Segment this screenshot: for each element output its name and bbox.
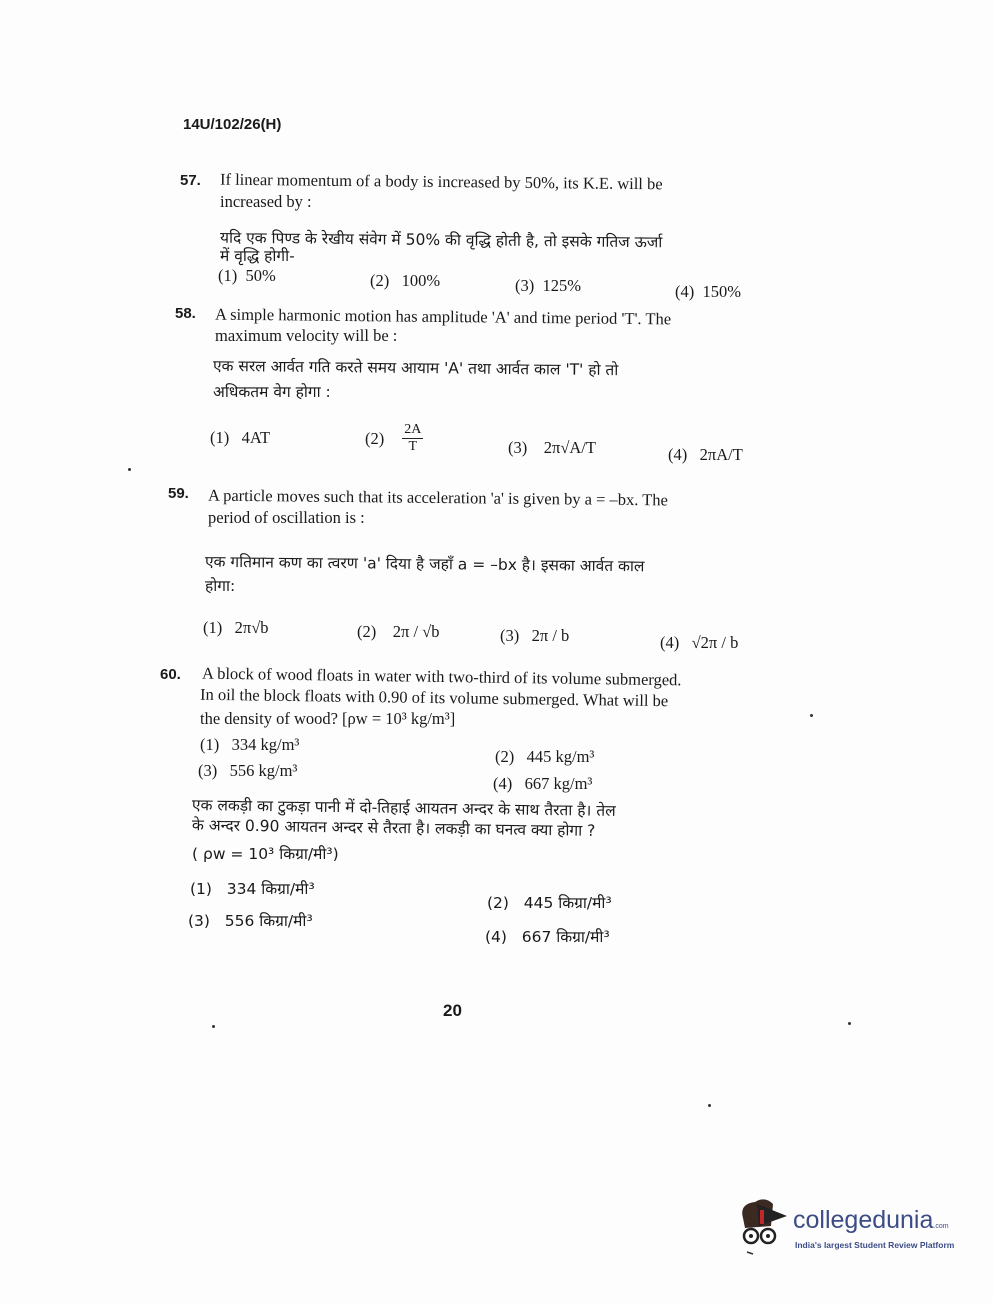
question-text-en: period of oscillation is : (208, 508, 365, 527)
question-text-hi: होगा: (205, 577, 236, 595)
option: (2) 445 kg/m³ (495, 747, 595, 766)
question-text-en: A simple harmonic motion has amplitude 'A' and time period 'T'. The (214, 304, 672, 329)
question-text-en: A block of wood floats in water with two-third of its volume submerged. (201, 663, 682, 690)
scan-speck (848, 1022, 851, 1025)
option: (3) 556 kg/m³ (198, 761, 298, 780)
question-number: 58. (175, 305, 196, 322)
option: (1) 2π√b (203, 618, 269, 637)
option: (4) 2πA/T (668, 445, 743, 464)
option: (3) 2π / b (500, 626, 570, 645)
collegedunia-watermark (735, 1196, 965, 1266)
option: (4) √2π / b (660, 633, 739, 652)
question-text-en: If linear momentum of a body is increased by 50%, its K.E. will be (219, 169, 663, 194)
brand-tagline: India's largest Student Review Platform (795, 1240, 955, 1250)
scan-speck (708, 1104, 711, 1107)
brand-name: collegedunia (793, 1206, 934, 1234)
option: (4) 150% (675, 282, 741, 301)
question-text-en: increased by : (220, 192, 312, 211)
question-text-en: maximum velocity will be : (215, 326, 398, 345)
question-text-hi: एक सरल आर्वत गति करते समय आयाम 'A' तथा आर्वत काल 'T' हो तो (212, 356, 619, 380)
paper-code: 14U/102/26(H) (183, 116, 282, 133)
question-number: 57. (180, 172, 201, 189)
question-text-hi: अधिकतम वेग होगा : (213, 383, 331, 401)
option: (4) 667 किग्रा/मी³ (485, 928, 610, 946)
fraction: $\frac{2A}{T}$ (404, 422, 422, 454)
option: (2) $\frac{2A}{T}$ (365, 422, 422, 454)
option: (3) 556 किग्रा/मी³ (188, 912, 313, 930)
option: (2) 100% (370, 271, 441, 290)
page-number: 20 (443, 1001, 462, 1020)
option: (2) 2π / √b (357, 622, 440, 641)
question-text-hi: ( ρw = 10³ किग्रा/मी³) (192, 845, 339, 863)
brand-domain: .com (933, 1223, 949, 1230)
scan-speck (212, 1025, 215, 1028)
option: (1) 4AT (210, 428, 271, 447)
question-text-hi: के अन्दर 0.90 आयतन अन्दर से तैरता है। लकड़ी का घनत्व क्या होगा ? (191, 816, 596, 840)
question-text-en: A particle moves such that its acceleration 'a' is given by a = –bx. The (207, 485, 668, 510)
mascot-icon (735, 1196, 795, 1262)
scan-speck (128, 468, 131, 471)
option: (1) 334 kg/m³ (200, 735, 300, 754)
option: (3) 2π√A/T (508, 438, 596, 457)
question-text-hi: एक गतिमान कण का त्वरण 'a' दिया है जहाँ a = –bx है। इसका आर्वत काल (204, 552, 645, 576)
question-text-hi: में वृद्धि होगी- (220, 247, 295, 265)
question-text-en: the density of wood? [ρw = 10³ kg/m³] (200, 709, 456, 728)
option: (4) 667 kg/m³ (493, 774, 593, 793)
option: (1) 50% (218, 266, 276, 285)
question-text-hi: एक लकड़ी का टुकड़ा पानी में दो-तिहाई आयतन अन्दर के साथ तैरता है। तेल (191, 796, 616, 820)
option: (2) 445 किग्रा/मी³ (487, 894, 612, 912)
question-number: 59. (168, 485, 189, 502)
question-text-hi: यदि एक पिण्ड के रेखीय संवेग में 50% की वृद्धि होती है, तो इसके गतिज ऊर्जा (219, 228, 663, 252)
question-text-en: In oil the block floats with 0.90 of its volume submerged. What will be (199, 684, 669, 711)
option: (3) 125% (515, 276, 581, 295)
option: (1) 334 किग्रा/मी³ (190, 880, 315, 898)
question-number: 60. (160, 666, 181, 683)
scan-speck (810, 714, 813, 717)
